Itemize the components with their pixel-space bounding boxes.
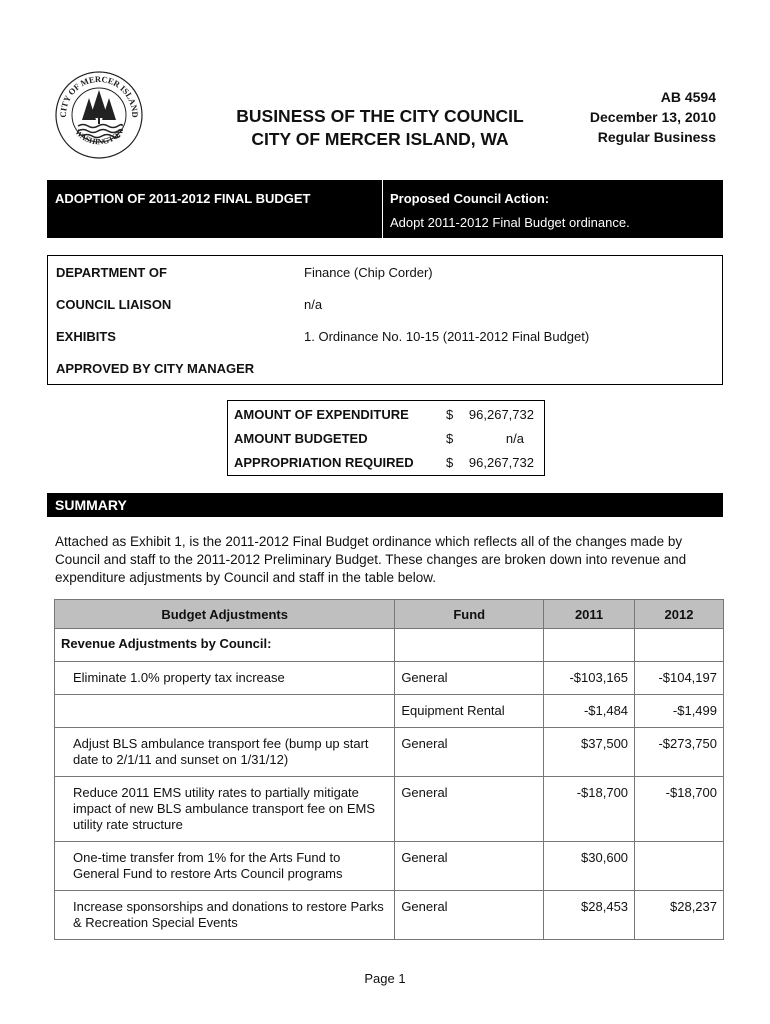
amount-row bbox=[234, 431, 538, 453]
item-title: ADOPTION OF 2011-2012 FINAL BUDGET bbox=[55, 191, 311, 206]
row-description: One-time transfer from 1% for the Arts Fund to General Fund to restore Arts Council programs bbox=[55, 842, 395, 891]
row-2012 bbox=[635, 842, 724, 891]
meeting-date: December 13, 2010 bbox=[589, 109, 716, 125]
empty-cell bbox=[395, 629, 544, 662]
row-2011: -$1,484 bbox=[544, 695, 635, 728]
section-label: Revenue Adjustments by Council: bbox=[55, 629, 395, 662]
empty-cell bbox=[635, 629, 724, 662]
row-2012: -$273,750 bbox=[635, 728, 724, 777]
row-2012: -$18,700 bbox=[635, 777, 724, 842]
empty-cell bbox=[544, 629, 635, 662]
proposed-action-text: Adopt 2011-2012 Final Budget ordinance. bbox=[390, 215, 630, 230]
row-2012: $28,237 bbox=[635, 891, 724, 940]
summary-paragraph: Attached as Exhibit 1, is the 2011-2012 Final Budget ordinance which reflects all of the changes made by Council and staff to the 2011-2012 Preliminary Budget. These changes are broken down into revenue and expenditure adjustments by Council and staff in the table below. bbox=[55, 534, 687, 585]
row-2012: -$104,197 bbox=[635, 662, 724, 695]
row-description: Eliminate 1.0% property tax increase bbox=[55, 662, 395, 695]
row-description: Adjust BLS ambulance transport fee (bump up start date to 2/1/11 and sunset on 1/31/12) bbox=[55, 728, 395, 777]
amount-row bbox=[234, 455, 538, 477]
proposed-action-heading: Proposed Council Action: bbox=[390, 191, 550, 206]
row-fund: General bbox=[395, 728, 544, 777]
row-description: Reduce 2011 EMS utility rates to partially mitigate impact of new BLS ambulance transport fee on EMS utility rate structure bbox=[55, 777, 395, 842]
amount-box bbox=[227, 400, 545, 476]
city-seal-logo bbox=[54, 70, 144, 160]
exhibits-value: 1. Ordinance No. 10-15 (2011-2012 Final Budget) bbox=[304, 329, 590, 344]
column-header: 2011 bbox=[544, 600, 635, 629]
table-row bbox=[55, 891, 724, 940]
row-2011: $37,500 bbox=[544, 728, 635, 777]
summary-heading: SUMMARY bbox=[55, 497, 127, 513]
svg-text:WASHINGTON: WASHINGTON bbox=[73, 127, 125, 147]
column-header: Budget Adjustments bbox=[55, 600, 395, 629]
row-description bbox=[55, 695, 395, 728]
liaison-label: COUNCIL LIAISON bbox=[56, 297, 172, 312]
amount-row bbox=[234, 407, 538, 429]
department-value: Finance (Chip Corder) bbox=[304, 265, 433, 280]
table-row bbox=[55, 777, 724, 842]
table-row bbox=[55, 728, 724, 777]
agenda-bill-meta bbox=[540, 87, 716, 147]
amount-value: 96,267,732 bbox=[468, 455, 534, 470]
table-header-row bbox=[55, 600, 724, 629]
row-fund: Equipment Rental bbox=[395, 695, 544, 728]
table-row bbox=[55, 695, 724, 728]
item-info-box bbox=[47, 255, 723, 385]
row-description: Increase sponsorships and donations to restore Parks & Recreation Special Events bbox=[55, 891, 395, 940]
summary-heading-bar bbox=[47, 493, 723, 517]
amount-value: 96,267,732 bbox=[468, 407, 534, 422]
banner-divider bbox=[382, 180, 383, 238]
row-2011: -$103,165 bbox=[544, 662, 635, 695]
amount-value: n/a bbox=[505, 431, 524, 446]
row-fund: General bbox=[395, 842, 544, 891]
title-line-2: CITY OF MERCER ISLAND, WA bbox=[251, 129, 509, 149]
table-row bbox=[55, 662, 724, 695]
amount-dollar: $ bbox=[446, 407, 454, 422]
amount-label: AMOUNT OF EXPENDITURE bbox=[234, 407, 409, 422]
row-fund: General bbox=[395, 777, 544, 842]
row-fund: General bbox=[395, 662, 544, 695]
approved-label: APPROVED BY CITY MANAGER bbox=[56, 361, 255, 376]
row-2012: -$1,499 bbox=[635, 695, 724, 728]
amount-label: AMOUNT BUDGETED bbox=[234, 431, 368, 446]
exhibits-label: EXHIBITS bbox=[56, 329, 116, 344]
item-banner bbox=[47, 180, 723, 238]
amount-dollar: $ bbox=[446, 455, 454, 470]
table-row bbox=[55, 842, 724, 891]
column-header: Fund bbox=[395, 600, 544, 629]
column-header: 2012 bbox=[635, 600, 724, 629]
title-line-1: BUSINESS OF THE CITY COUNCIL bbox=[236, 106, 524, 126]
svg-text:CITY OF MERCER ISLAND: CITY OF MERCER ISLAND bbox=[57, 73, 141, 118]
row-2011: $30,600 bbox=[544, 842, 635, 891]
amount-label: APPROPRIATION REQUIRED bbox=[234, 455, 414, 470]
business-type: Regular Business bbox=[597, 129, 716, 145]
row-2011: -$18,700 bbox=[544, 777, 635, 842]
section-row bbox=[55, 629, 724, 662]
page-number: Page 1 bbox=[364, 971, 406, 986]
amount-dollar: $ bbox=[446, 431, 454, 446]
department-label: DEPARTMENT OF bbox=[56, 265, 167, 280]
document-title bbox=[200, 105, 560, 151]
budget-adjustments-table bbox=[54, 599, 724, 940]
row-2011: $28,453 bbox=[544, 891, 635, 940]
liaison-value: n/a bbox=[304, 297, 323, 312]
row-fund: General bbox=[395, 891, 544, 940]
ab-number: AB 4594 bbox=[660, 89, 716, 105]
